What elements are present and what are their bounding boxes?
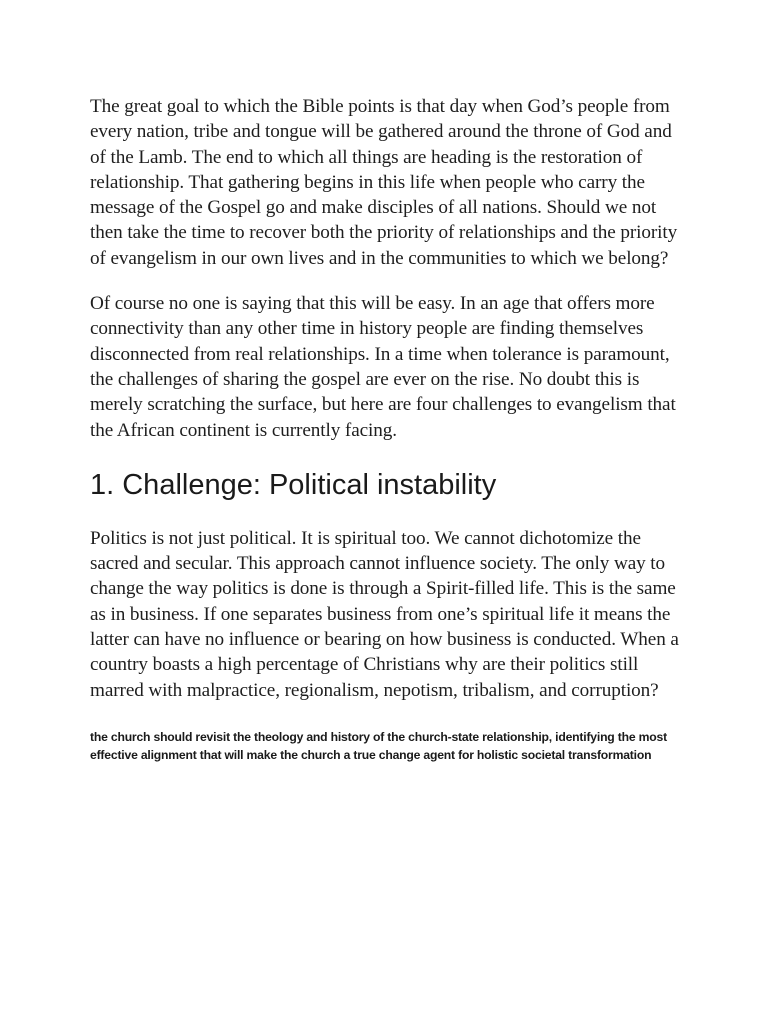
pull-quote: the church should revisit the theology and history of the church-state relationship, identifying the most effective alignment that will make the church a true change agent for holistic societal transformation [90,729,667,763]
body-paragraph-politics: Politics is not just political. It is spiritual too. We cannot dichotomize the sacred and secular. This approach cannot influence society. The only way to change the way politics is done is through a Spirit-filled life. This is the same as in business. If one separates business from one’s spiritual life it means the latter can have no influence or bearing on how business is conducted. When a country boasts a high percentage of Christians why are their politics still marred with malpractice, regionalism, nepotism, tribalism, and corruption? [90,527,679,701]
body-paragraph-challenges: Of course no one is saying that this will be easy. In an age that offers more connectivity than any other time in history people are finding themselves disconnected from real relationships. In a time when tolerance is paramount, the challenges of sharing the gospel are ever on the rise. No doubt this is merely scratching the surface, but here are four challenges to evangelism that the African continent is currently facing. [90,293,676,441]
section-heading: 1. Challenge: Political instability [90,468,497,501]
document-page [90,94,690,765]
body-paragraph-intro: The great goal to which the Bible points is that day when God’s people from every nation, tribe and tongue will be gathered around the throne of God and of the Lamb. The end to which all things are heading is the restoration of relationship. That gathering begins in this life when people who carry the message of the Gospel go and make disciples of all nations. Should we not then take the time to recover both the priority of relationships and the priority of evangelism in our own lives and in the communities to which we belong? [90,96,678,269]
